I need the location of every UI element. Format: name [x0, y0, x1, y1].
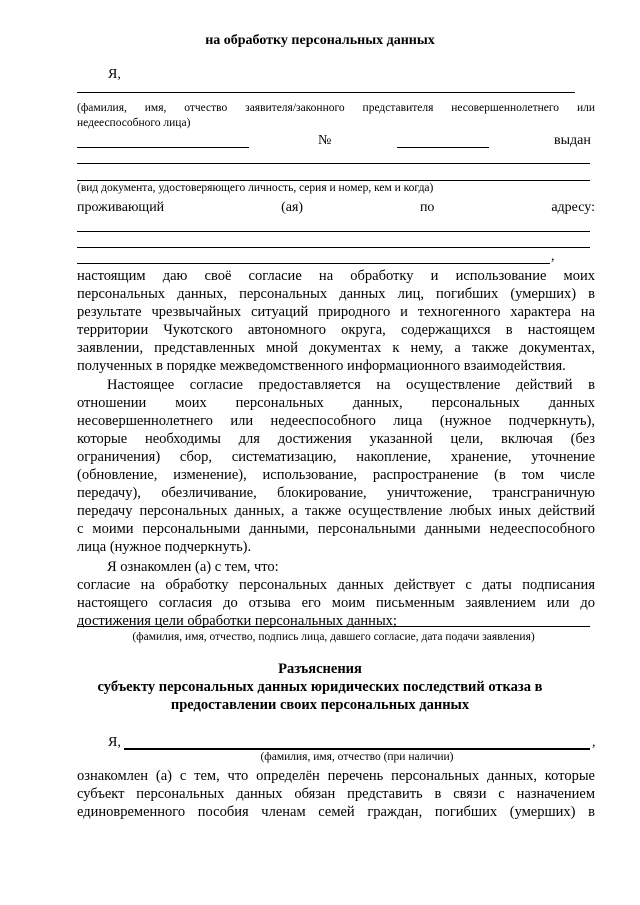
scope-line: ограничения) сбор, систематизацию, накопление, хранение, уточнение	[77, 449, 595, 465]
acquainted-line: Я ознакомлен (а) с тем, что:	[107, 559, 279, 575]
scope-line: передачу), обезличивание, блокирование, уничтожение, трансграничную	[77, 485, 595, 501]
explanation-paragraph	[77, 767, 595, 821]
document-type-line[interactable]	[77, 147, 249, 148]
consent-line: настоящим даю своё согласие на обработку и использование моих	[77, 268, 595, 284]
applicant-caption-line-1: (фамилия, имя, отчество заявителя/законного представителя несовершеннолетнего или	[77, 102, 595, 114]
address-line-1[interactable]	[77, 231, 590, 232]
document-issued-label: выдан	[554, 133, 591, 148]
consent-paragraph	[77, 267, 595, 375]
signature-caption: (фамилия, имя, отчество, подпись лица, давшего согласие, дата подачи заявления)	[132, 631, 535, 643]
scope-paragraph	[77, 376, 595, 556]
document-issued-line-1[interactable]	[77, 163, 590, 164]
address-word-address: адресу:	[551, 200, 595, 215]
scope-line: несовершеннолетнего или недееспособного лица (нужное подчеркнуть),	[77, 413, 595, 429]
applicant-caption-line-2: недееспособного лица)	[77, 117, 191, 129]
consent-line: заявлении, представленных мной документах к нему, а также документах,	[77, 340, 595, 356]
consent-line: полученных в порядке межведомственного информационного взаимодействия.	[77, 358, 566, 374]
scope-line: Настоящее согласие предоставляется на осуществление действий в	[107, 377, 595, 393]
scope-line: (обновление, изменение), использование, распространение (в том числе	[77, 467, 595, 483]
validity-line: согласие на обработку персональных данных действует с даты подписания	[77, 577, 595, 593]
explanation-trailing-comma: ,	[592, 735, 596, 750]
document-number-label: №	[318, 133, 332, 148]
document-caption: (вид документа, удостоверяющего личность, серия и номер, кем и когда)	[77, 182, 434, 194]
scope-line: лица (нужное подчеркнуть).	[77, 539, 252, 555]
explanation-subheading-line-2: предоставлении своих персональных данных	[170, 697, 470, 713]
explanation-heading: Разъяснения	[278, 661, 362, 677]
explanation-subheading-line-1: субъекту персональных данных юридических последствий отказа в	[97, 679, 543, 695]
address-word-gender: (ая)	[281, 200, 304, 215]
consent-line: персональных данных, персональных данных лиц, погибших (умерших) в	[77, 286, 595, 302]
scope-line: передачу персональных данных, а также осуществление любых иных действий	[77, 503, 595, 519]
document-number-line[interactable]	[397, 147, 489, 148]
scope-line: отношении моих персональных данных, персональных данных	[77, 395, 595, 411]
explanation-name-caption: (фамилия, имя, отчество (при наличии)	[260, 751, 454, 763]
validity-line: достижения цели обработки персональных данных;	[77, 613, 397, 629]
signature-line[interactable]	[77, 626, 590, 627]
scope-line: которые необходимы для достижения указанной цели, включая (без	[77, 431, 595, 447]
address-word-resident: проживающий	[77, 200, 165, 215]
validity-line: настоящего согласия до отзыва его моим письменным заявлением или до	[77, 595, 595, 611]
applicant-name-line[interactable]	[77, 92, 575, 93]
scope-line: с моими персональными данными, персональными данными недееспособного	[77, 521, 595, 537]
applicant-ya-label: Я,	[108, 67, 121, 82]
address-label-row	[77, 199, 595, 217]
explanation-line: единовременного пособия членам семей граждан, погибших (умерших) в	[77, 804, 595, 820]
address-trailing-comma: ,	[551, 249, 555, 264]
explanation-line: субъект персональных данных обязан представить в связи с назначением	[77, 786, 595, 802]
address-line-3[interactable]	[77, 263, 550, 264]
document-title: на обработку персональных данных	[205, 33, 435, 48]
consent-line: результате чрезвычайных ситуаций природного и техногенного характера на	[77, 304, 595, 320]
address-word-by: по	[419, 200, 435, 215]
consent-line: территории Чукотского автономного округа, содержащихся в настоящем	[77, 322, 595, 338]
validity-paragraph	[77, 576, 595, 630]
address-line-2[interactable]	[77, 247, 590, 248]
explanation-ya-label: Я,	[108, 735, 121, 750]
explanation-line: ознакомлен (а) с тем, что определён перечень персональных данных, которые	[77, 768, 595, 784]
